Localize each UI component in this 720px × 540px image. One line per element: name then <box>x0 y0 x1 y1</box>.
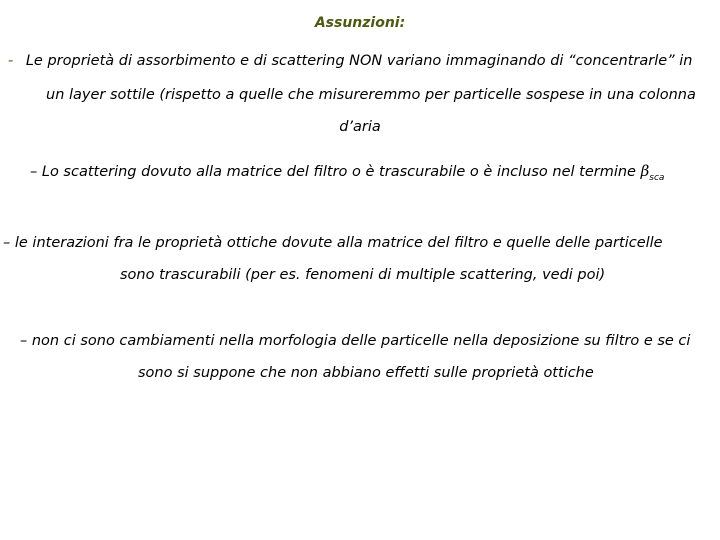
assumption-1-text-1: Le proprietà di assorbimento e di scattering NON variano immaginando di “concentrarle” in <box>25 53 693 69</box>
page-title: Assunzioni: <box>314 15 406 31</box>
beta-subscript: sca <box>649 172 665 183</box>
beta-symbol: β <box>640 162 650 180</box>
assumption-4-line-2: sono si suppone che non abbiano effetti sulle proprietà ottiche <box>138 365 594 381</box>
assumption-2-line-1 <box>30 162 664 187</box>
assumption-1-line-1 <box>8 52 692 70</box>
assumption-4-line-1: – non ci sono cambiamenti nella morfologia delle particelle nella deposizione su filtro e se ci <box>20 333 691 349</box>
assumption-1-line-3: d’aria <box>339 119 381 135</box>
assumption-3-line-2: sono trascurabili (per es. fenomeni di multiple scattering, vedi poi) <box>120 267 606 283</box>
assumption-1-line-2: un layer sottile (rispetto a quelle che misureremmo per particelle sospese in una colonna <box>46 87 696 103</box>
assumption-3-line-1: – le interazioni fra le proprietà ottiche dovute alla matrice del filtro e quelle delle particelle <box>3 235 663 251</box>
bullet-marker: - <box>8 53 14 69</box>
assumption-2-text: – Lo scattering dovuto alla matrice del filtro o è trascurabile o è incluso nel termine <box>30 164 636 180</box>
